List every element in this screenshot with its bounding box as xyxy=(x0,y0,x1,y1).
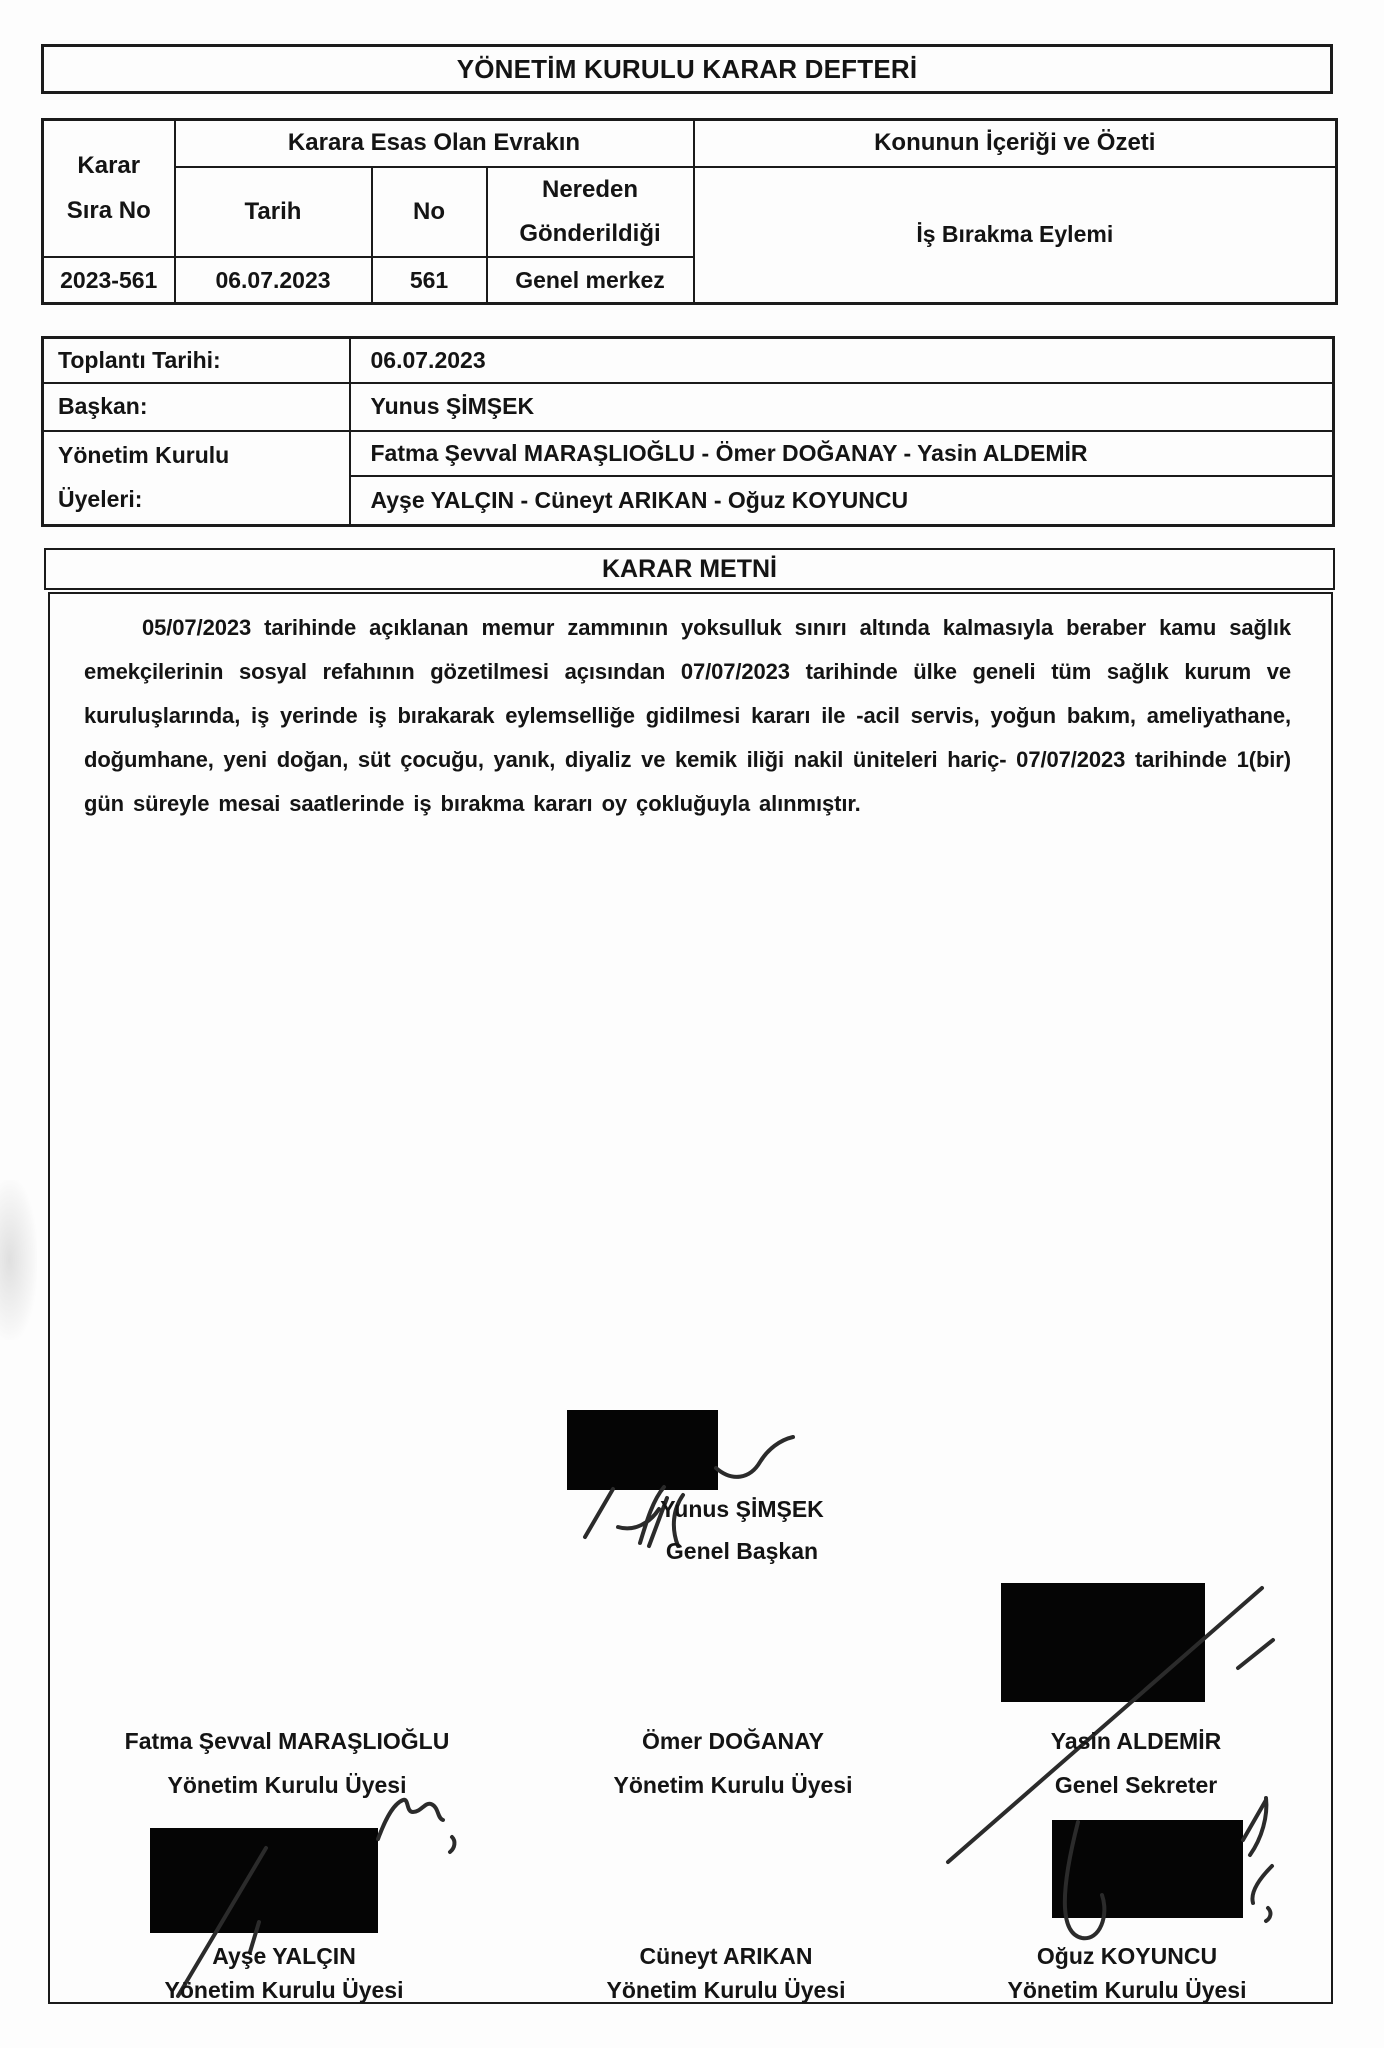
label-toplanti-tarihi: Toplantı Tarihi: xyxy=(43,338,350,383)
header-konu-ozeti: Konunun İçeriği ve Özeti xyxy=(694,120,1337,167)
signature-member-ayse xyxy=(165,1941,404,2005)
signature-role: Yönetim Kurulu Üyesi xyxy=(167,1772,407,1798)
header-karara-esas-group: Karara Esas Olan Evrakın xyxy=(175,120,694,167)
value-toplanti-tarihi: 06.07.2023 xyxy=(350,338,1334,383)
redacted-signature xyxy=(1052,1820,1243,1918)
signature-role: Genel Başkan xyxy=(665,1538,819,1564)
signature-president xyxy=(660,1494,824,1566)
signature-name: Yunus ŞİMŞEK xyxy=(660,1496,824,1522)
document-title-box xyxy=(41,44,1333,94)
label-baskan: Başkan: xyxy=(43,383,350,431)
redacted-signature xyxy=(150,1828,378,1933)
signature-name: Fatma Şevval MARAŞLIOĞLU xyxy=(124,1728,450,1754)
signature-name: Ayşe YALÇIN xyxy=(212,1943,356,1969)
signature-name: Oğuz KOYUNCU xyxy=(1036,1943,1218,1969)
label-uyeler xyxy=(43,431,350,526)
header-no: No xyxy=(372,167,487,258)
redacted-signature xyxy=(567,1410,718,1490)
signature-role: Yönetim Kurulu Üyesi xyxy=(613,1772,853,1798)
value-baskan: Yunus ŞİMŞEK xyxy=(350,383,1334,431)
value-uyeler-line2: Ayşe YALÇIN - Cüneyt ARIKAN - Oğuz KOYUNCU xyxy=(350,476,1334,526)
decision-header-box xyxy=(44,548,1335,590)
register-table xyxy=(41,118,1338,305)
signature-role: Genel Sekreter xyxy=(1054,1772,1218,1798)
signature-name: Cüneyt ARIKAN xyxy=(639,1943,813,1969)
meeting-info-table xyxy=(41,336,1335,527)
signature-member-yasin xyxy=(1051,1726,1221,1800)
header-nereden-gonderildigi: Nereden Gönderildiği xyxy=(487,167,694,258)
cell-tarih: 06.07.2023 xyxy=(175,257,372,303)
cell-nereden-gonderildigi: Genel merkez xyxy=(487,257,694,303)
signature-name: Ömer DOĞANAY xyxy=(642,1728,824,1754)
cell-konu-ozeti: İş Bırakma Eylemi xyxy=(694,167,1337,304)
signature-name: Yasin ALDEMİR xyxy=(1050,1728,1222,1754)
scan-smudge xyxy=(0,1180,37,1340)
decision-header-title: KARAR METNİ xyxy=(602,554,777,583)
signature-member-oguz xyxy=(1008,1941,1247,2005)
cell-karar-sira-no: 2023-561 xyxy=(43,257,175,303)
header-karar-sira-no: Karar Sıra No xyxy=(43,120,175,258)
signature-member-omer xyxy=(614,1726,853,1800)
signature-member-cuneyt xyxy=(607,1941,846,2005)
signature-member-fatma xyxy=(125,1726,450,1800)
signature-role: Yönetim Kurulu Üyesi xyxy=(1007,1977,1247,2003)
decision-paragraph: 05/07/2023 tarihinde açıklanan memur zammının yoksulluk sınırı altında kalmasıyla beraber kamu sağlık emekçilerinin sosyal refahının gözetilmesi açısından 07/07/2023 tarihinde ülke geneli tüm sağlık kurum ve kuruluşlarında, iş yerinde iş bırakarak eylemselliğe gidilmesi kararı ile -acil servis, yoğun bakım, ameliyathane, doğumhane, yeni doğan, süt çocuğu, yanık, diyaliz ve kemik iliği nakil üniteleri hariç- 07/07/2023 tarihinde 1(bir) gün süreyle mesai saatlerinde iş bırakma kararı oy çokluğuyla alınmıştır. xyxy=(84,615,1291,816)
document-title: YÖNETİM KURULU KARAR DEFTERİ xyxy=(456,53,918,84)
label-uyeler-text: Yönetim Kurulu Üyeleri: xyxy=(58,442,230,512)
redacted-signature xyxy=(1001,1583,1205,1702)
cell-no: 561 xyxy=(372,257,487,303)
signature-role: Yönetim Kurulu Üyesi xyxy=(606,1977,846,2003)
value-uyeler-line1: Fatma Şevval MARAŞLIOĞLU - Ömer DOĞANAY - Yasin ALDEMİR xyxy=(350,431,1334,476)
header-tarih: Tarih xyxy=(175,167,372,258)
signature-role: Yönetim Kurulu Üyesi xyxy=(164,1977,404,2003)
